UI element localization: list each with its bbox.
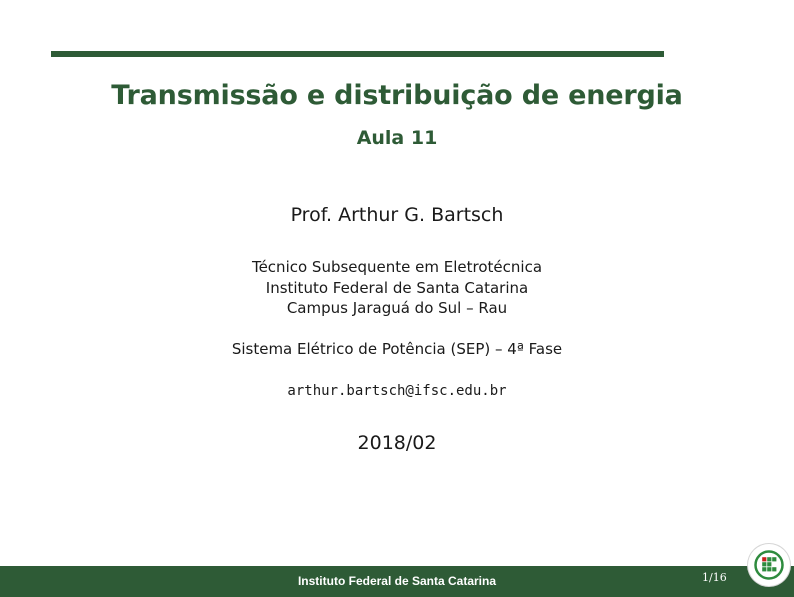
slide-title: Transmissão e distribuição de energia xyxy=(111,80,683,111)
author-name: Prof. Arthur G. Bartsch xyxy=(290,204,504,226)
author-email: arthur.bartsch@ifsc.edu.br xyxy=(287,383,507,399)
ifsc-logo-icon xyxy=(748,544,790,586)
institute-line-course: Técnico Subsequente em Eletrotécnica xyxy=(251,258,543,276)
slide-subtitle: Aula 11 xyxy=(356,127,438,149)
footer-bar xyxy=(0,566,794,597)
institute-line-campus: Campus Jaraguá do Sul – Rau xyxy=(286,299,508,317)
page-number: 1/16 xyxy=(702,571,727,584)
institute-line-name: Instituto Federal de Santa Catarina xyxy=(265,278,529,297)
header-rule xyxy=(51,51,664,57)
footer-institution-label: Instituto Federal de Santa Catarina xyxy=(297,574,497,588)
institute-block xyxy=(0,257,794,319)
course-name: Sistema Elétrico de Potência (SEP) – 4ª Fase xyxy=(231,340,563,358)
slide-date: 2018/02 xyxy=(357,432,437,454)
